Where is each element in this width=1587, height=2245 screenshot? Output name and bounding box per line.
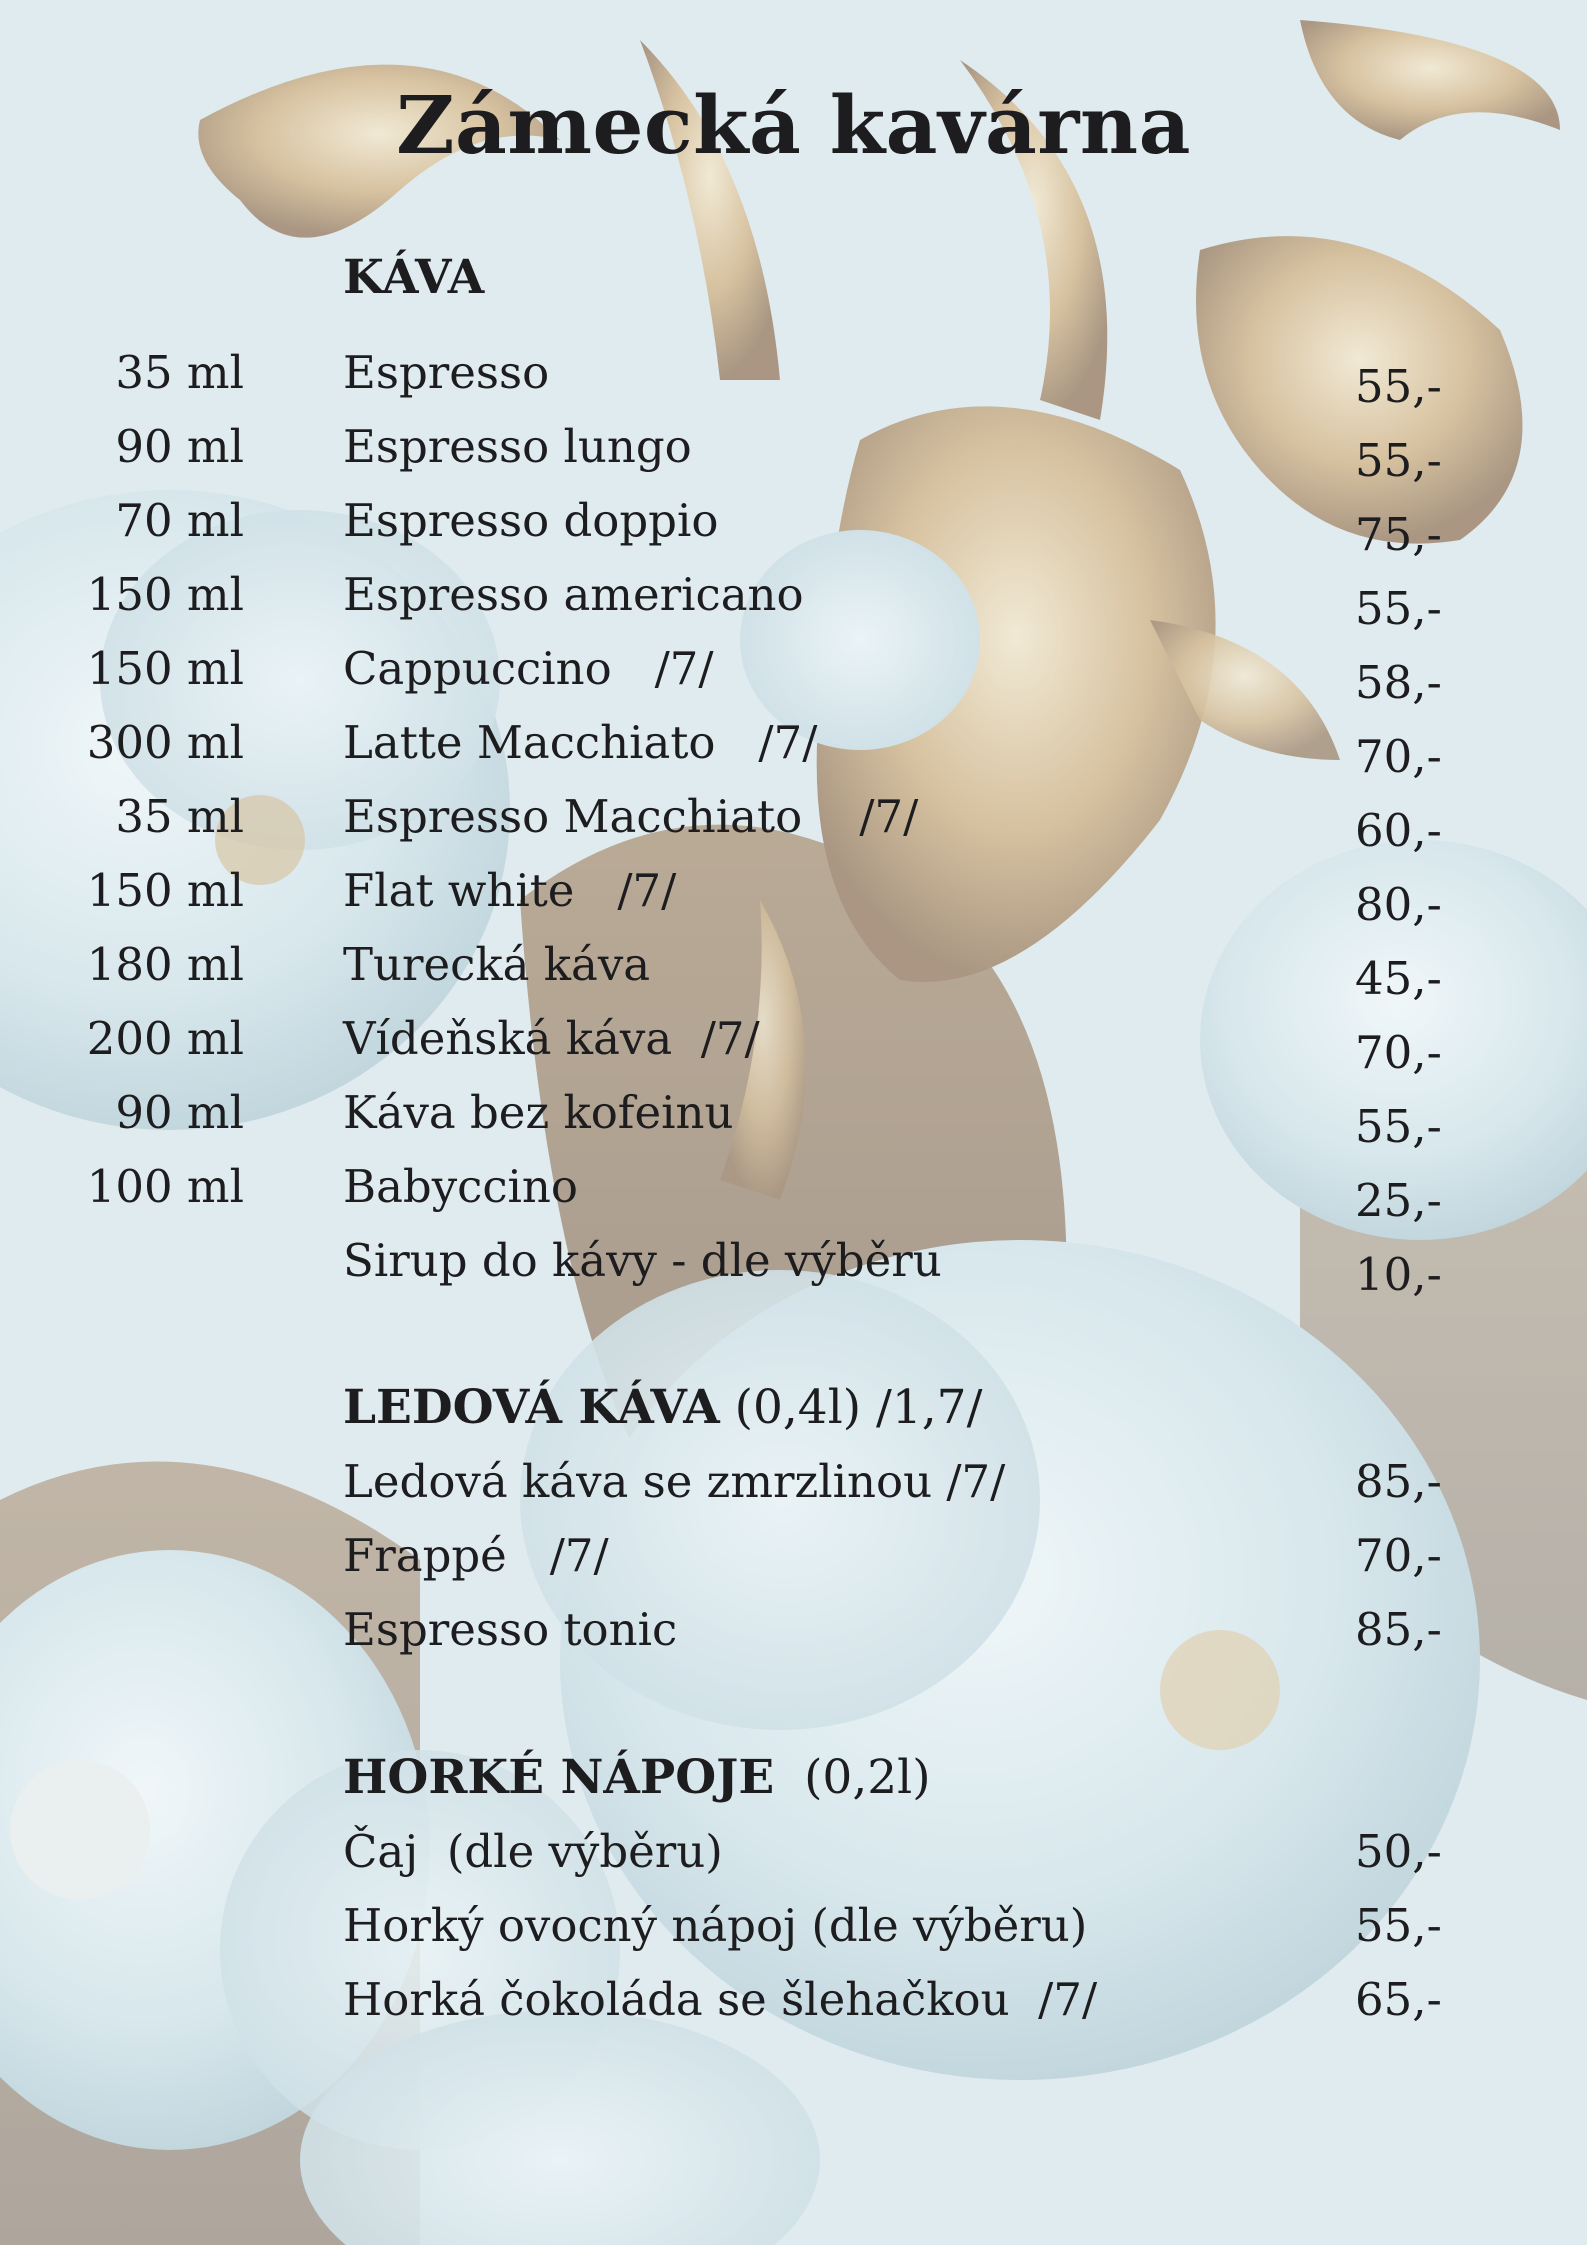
item-volume: 70 ml (115, 494, 244, 547)
item-name: Ledová káva se zmrzlinou /7/ (343, 1455, 1006, 1508)
item-name: Vídeňská káva /7/ (343, 1012, 760, 1065)
item-volume: 150 ml (86, 864, 244, 917)
item-name: Espresso tonic (343, 1603, 678, 1656)
item-name: Espresso doppio (343, 494, 719, 547)
menu-item (0, 938, 1587, 1005)
item-volume: 100 ml (86, 1160, 244, 1213)
item-price: 55,- (1355, 582, 1442, 635)
item-volume: 150 ml (86, 568, 244, 621)
item-name: Flat white /7/ (343, 864, 677, 917)
item-price: 70,- (1355, 1026, 1442, 1079)
section-heading-horke-napoje (343, 1750, 931, 1805)
section-heading-note: (0,2l) (774, 1750, 931, 1805)
item-name: Turecká káva (343, 938, 651, 991)
menu-item (0, 1234, 1587, 1301)
menu-item (0, 346, 1587, 413)
section-heading-label: LEDOVÁ KÁVA (343, 1380, 720, 1435)
item-volume: 180 ml (86, 938, 244, 991)
item-volume: 90 ml (115, 1086, 244, 1139)
section-heading-kava (343, 250, 484, 305)
menu-item (0, 568, 1587, 635)
item-volume: 200 ml (86, 1012, 244, 1065)
item-name: Horký ovocný nápoj (dle výběru) (343, 1899, 1088, 1952)
item-name: Espresso Macchiato /7/ (343, 790, 919, 843)
item-price: 55,- (1355, 360, 1442, 413)
item-name: Frappé /7/ (343, 1529, 609, 1582)
item-volume: 35 ml (115, 346, 244, 399)
section-heading-label: HORKÉ NÁPOJE (343, 1750, 775, 1805)
item-name: Cappuccino /7/ (343, 642, 714, 695)
item-price: 50,- (1355, 1825, 1442, 1878)
item-price: 75,- (1355, 508, 1442, 561)
item-name: Latte Macchiato /7/ (343, 716, 818, 769)
item-price: 55,- (1355, 434, 1442, 487)
menu-item (0, 790, 1587, 857)
item-volume: 90 ml (115, 420, 244, 473)
item-volume: 150 ml (86, 642, 244, 695)
menu-item (0, 420, 1587, 487)
menu-item (0, 1529, 1587, 1589)
item-volume: 300 ml (86, 716, 244, 769)
item-name: Espresso americano (343, 568, 804, 621)
item-name: Horká čokoláda se šlehačkou /7/ (343, 1973, 1098, 2026)
item-price: 65,- (1355, 1973, 1442, 2026)
item-price: 70,- (1355, 730, 1442, 783)
item-price: 25,- (1355, 1174, 1442, 1227)
item-price: 70,- (1355, 1529, 1442, 1582)
item-name: Sirup do kávy - dle výběru (343, 1234, 942, 1287)
item-price: 55,- (1355, 1100, 1442, 1153)
section-heading-ledova-kava (343, 1380, 982, 1435)
section-heading-note: (0,4l) /1,7/ (719, 1380, 983, 1435)
menu-item (0, 1825, 1587, 1885)
item-volume: 35 ml (115, 790, 244, 843)
menu-item (0, 1899, 1587, 1959)
menu-item (0, 1086, 1587, 1153)
menu-item (0, 1160, 1587, 1227)
menu-item (0, 1455, 1587, 1515)
item-name: Čaj (dle výběru) (343, 1825, 723, 1878)
item-name: Káva bez kofeinu (343, 1086, 734, 1139)
menu-item (0, 1603, 1587, 1663)
section-heading-label: KÁVA (343, 250, 485, 305)
menu-item (0, 494, 1587, 561)
item-price: 10,- (1355, 1248, 1442, 1301)
page-title: Zámecká kavárna (396, 78, 1191, 172)
menu-item (0, 642, 1587, 709)
item-name: Espresso lungo (343, 420, 692, 473)
item-price: 58,- (1355, 656, 1442, 709)
menu-item (0, 716, 1587, 783)
item-name: Espresso (343, 346, 550, 399)
menu-item (0, 1012, 1587, 1079)
item-price: 85,- (1355, 1455, 1442, 1508)
menu-item (0, 1973, 1587, 2033)
item-name: Babyccino (343, 1160, 578, 1213)
item-price: 80,- (1355, 878, 1442, 931)
menu-item (0, 864, 1587, 931)
item-price: 45,- (1355, 952, 1442, 1005)
item-price: 55,- (1355, 1899, 1442, 1952)
item-price: 85,- (1355, 1603, 1442, 1656)
item-price: 60,- (1355, 804, 1442, 857)
